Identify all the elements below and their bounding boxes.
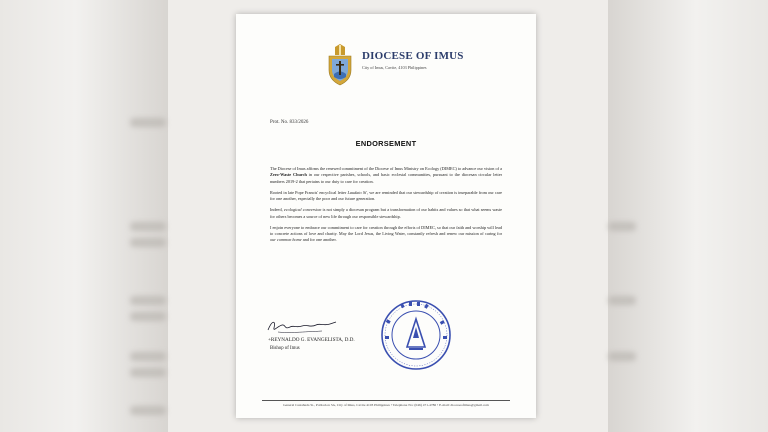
letter-body [270,166,502,248]
diocese-address: City of Imus, Cavite, 4103 Philippines [362,65,427,70]
signer-name: +REYNALDO G. EVANGELISTA, D.D. [268,337,355,343]
footer-divider [262,400,510,401]
letterhead-footer: General Castañeda St., Poblacion 3A, City of Imus, Cavite 4103 Philippines • Telephone No: (046) 471-4786 • E-mail: dioceseofimus@gmail.com [283,403,489,407]
blurred-text [130,312,166,321]
emphasis-text: Zero-Waste Church [270,172,307,178]
emphasis-text: ecological conversion [283,207,322,213]
paragraph-text: and for one another. [301,237,337,243]
blurred-text [608,222,636,231]
protocol-number: Prot. No. 833/2026 [270,120,309,125]
background-left-blur [0,0,168,432]
blurred-text [608,352,636,361]
blurred-text [130,296,166,305]
paragraph-text: Rooted in late Pope Francis' encyclical letter [270,189,348,195]
paragraph-text: Indeed, [270,207,284,213]
blurred-text [130,238,166,247]
paragraph-3 [270,207,502,220]
emphasis-text: Laudato Si' [347,189,368,195]
document-title: ENDORSEMENT [355,139,417,148]
blurred-text [130,222,166,231]
emphasis-text: our common home [270,237,302,243]
paragraph-4 [270,225,502,244]
blurred-text [608,296,636,305]
paragraph-text: is not simply a diocesan program but a transformation of our habits and values so that what seems waste for others becomes a source of new life through our responsible stewardship. [270,207,502,219]
paragraph-text: The Diocese of Imus affirms the renewed commitment of the Diocese of Imus Ministry on Ecology (DIMEC) to advance our vision of a [270,166,502,171]
diocese-crest-icon [326,44,354,86]
paragraph-text: , we are reminded that our stewardship of creation is inseparable from our care for one another, especially the poor and our future generation. [270,189,502,202]
paragraph-text: in our respective parishes, schools, and basic ecclesial communities, pursuant to the diocesan circular letter numbers 2019-2 that pertains to our duty to care for creation. [270,172,502,184]
endorsement-letter [236,14,536,418]
blurred-text [130,352,166,361]
official-seal-stamp [379,298,453,372]
blurred-text [130,406,166,415]
paragraph-text: I enjoin everyone to embrace our commitment to care for creation through the efforts of DIMEC, so that our faith and worship will lead to concrete actions of love and charity. May the Lord Jesus, the Living Water, constantly refresh and renew our mission of caring for [270,224,502,237]
handwritten-signature [264,316,344,336]
paragraph-1 [270,166,502,185]
diocese-name: DIOCESE OF IMUS [362,50,464,62]
signer-role: Bishop of Imus [270,346,300,351]
paragraph-2 [270,190,502,203]
blurred-text [130,368,166,377]
blurred-text [130,118,166,127]
background-right-blur [608,0,768,432]
